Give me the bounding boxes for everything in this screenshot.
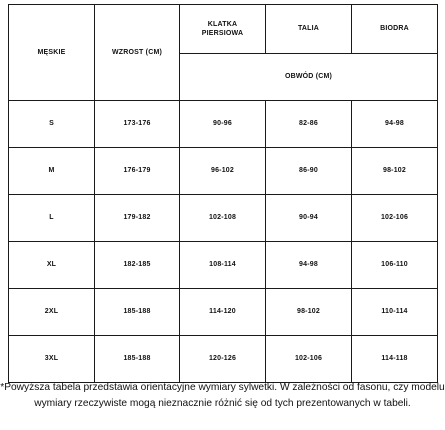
height-cell: 185-188 [95, 336, 180, 383]
waist-cell: 98-102 [266, 289, 352, 336]
height-cell: 182-185 [95, 242, 180, 289]
hips-cell: 110-114 [352, 289, 438, 336]
header-circumference: OBWÓD (CM) [180, 54, 438, 101]
waist-cell: 94-98 [266, 242, 352, 289]
size-cell: 3XL [9, 336, 95, 383]
height-cell: 176-179 [95, 148, 180, 195]
header-height: WZROST (CM) [95, 5, 180, 101]
waist-cell: 86-90 [266, 148, 352, 195]
waist-cell: 82-86 [266, 101, 352, 148]
footnote-line2: wymiary rzeczywiste mogą nieznacznie różnić się od tych prezentowanych w tabeli. [34, 397, 411, 409]
footnote [0, 380, 445, 411]
size-cell: M [9, 148, 95, 195]
table-row [9, 242, 438, 289]
header-chest-line1: KLATKA [207, 20, 238, 28]
chest-cell: 120-126 [180, 336, 266, 383]
table-row [9, 148, 438, 195]
table-row [9, 289, 438, 336]
header-row [9, 5, 438, 54]
size-cell: S [9, 101, 95, 148]
size-cell: XL [9, 242, 95, 289]
waist-cell: 90-94 [266, 195, 352, 242]
header-chest-line2: PIERSIOWA [201, 30, 244, 37]
header-gender: MĘSKIE [9, 5, 95, 101]
height-cell: 185-188 [95, 289, 180, 336]
hips-cell: 102-106 [352, 195, 438, 242]
height-cell: 173-176 [95, 101, 180, 148]
chest-cell: 90-96 [180, 101, 266, 148]
header-chest [180, 5, 266, 54]
chest-cell: 108-114 [180, 242, 266, 289]
hips-cell: 106-110 [352, 242, 438, 289]
table-row [9, 195, 438, 242]
table-row [9, 101, 438, 148]
chest-cell: 102-108 [180, 195, 266, 242]
table-row [9, 336, 438, 383]
header-waist: TALIA [266, 5, 352, 54]
waist-cell: 102-106 [266, 336, 352, 383]
chest-cell: 114-120 [180, 289, 266, 336]
size-cell: L [9, 195, 95, 242]
hips-cell: 94-98 [352, 101, 438, 148]
hips-cell: 114-118 [352, 336, 438, 383]
hips-cell: 98-102 [352, 148, 438, 195]
size-chart-table [8, 4, 438, 383]
size-cell: 2XL [9, 289, 95, 336]
chest-cell: 96-102 [180, 148, 266, 195]
height-cell: 179-182 [95, 195, 180, 242]
header-hips: BIODRA [352, 5, 438, 54]
footnote-line1: *Powyższa tabela przedstawia orientacyjne wymiary sylwetki. W zależności od fasonu, czy modelu [0, 382, 445, 393]
